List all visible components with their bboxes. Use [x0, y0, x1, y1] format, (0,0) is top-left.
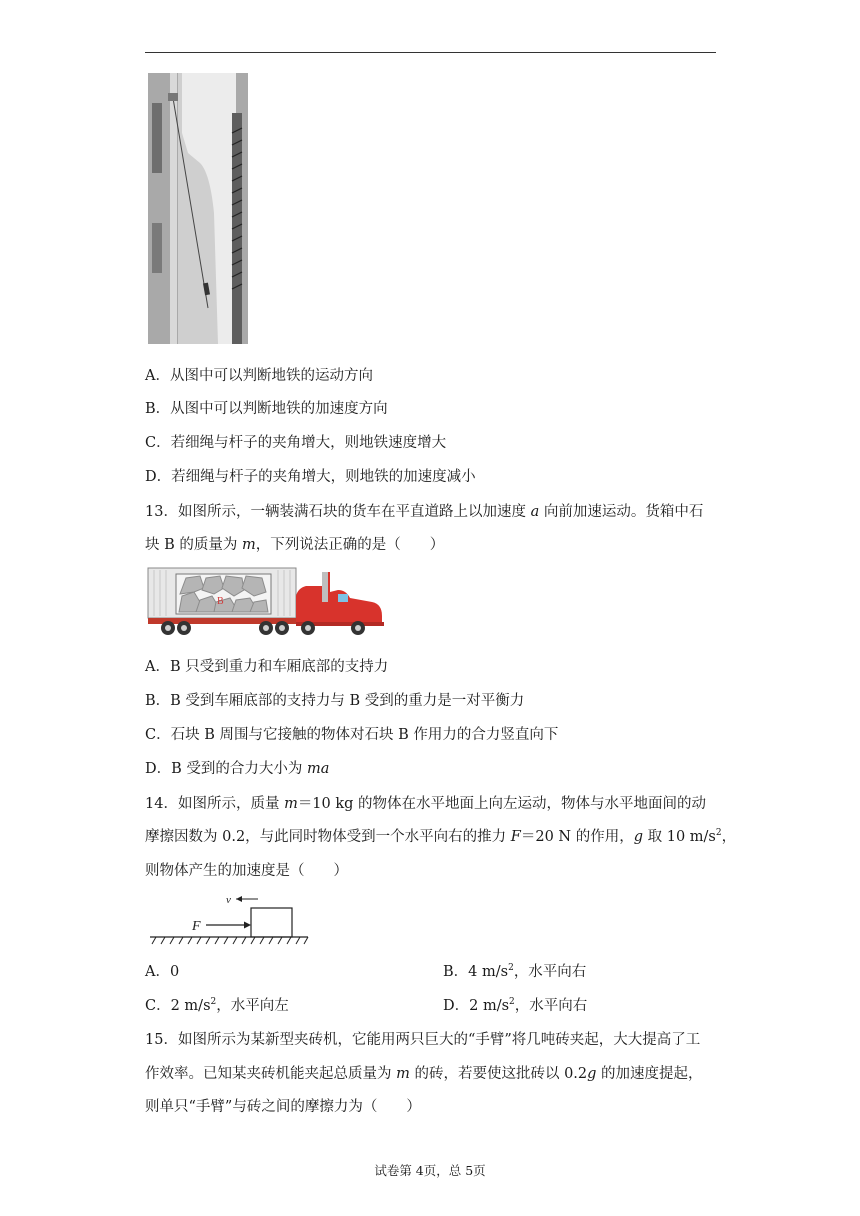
header-rule	[145, 52, 716, 53]
rock-b-label: B	[217, 596, 224, 607]
block-force-diagram	[148, 890, 312, 948]
q13-stem-line1: 13．如图所示，一辆装满石块的货车在平直道路上以加速度 a 向前加速运动。货箱中石	[145, 504, 704, 520]
q14-option-c: C．2 $m/s^2$，水平向左	[145, 997, 289, 1014]
q13-stem-line2: 块 B 的质量为 m，下列说法正确的是（ ）	[145, 537, 445, 553]
subway-handrail-photo	[148, 73, 248, 344]
q12-option-d: D．若细绳与杆子的夹角增大，则地铁的加速度减小	[145, 469, 476, 485]
q13-option-c: C．石块 B 周围与它接触的物体对石块 B 作用力的合力竖直向下	[145, 727, 559, 743]
page-footer: 试卷第 4页，总 5页	[374, 1163, 486, 1178]
q15-stem-line3: 则单只“手臂”与砖之间的摩擦力为（ ）	[145, 1099, 421, 1115]
force-label: F	[192, 919, 201, 934]
q13-option-a: A．B 只受到重力和车厢底部的支持力	[145, 659, 389, 675]
q12-option-a: A．从图中可以判断地铁的运动方向	[145, 368, 373, 384]
q13-option-b: B．B 受到车厢底部的支持力与 B 受到的重力是一对平衡力	[145, 693, 525, 709]
q13-option-d: D．B 受到的合力大小为 ma	[145, 761, 330, 777]
q15-stem-line1: 15．如图所示为某新型夹砖机，它能用两只巨大的“手臂”将几吨砖夹起，大大提高了工	[145, 1032, 701, 1048]
q12-option-b: B．从图中可以判断地铁的加速度方向	[145, 401, 388, 417]
velocity-label: v	[226, 894, 231, 906]
q14-stem-line3: 则物体产生的加速度是（ ）	[145, 863, 348, 879]
q14-stem-line1: 14．如图所示，质量 m＝10 kg 的物体在水平地面上向左运动，物体与水平地面间的动	[145, 796, 707, 812]
q15-stem-line2: 作效率。已知某夹砖机能夹起总质量为 m 的砖，若要使这批砖以 0.2g 的加速度提起，	[145, 1066, 703, 1082]
q14-option-d: D．2 $m/s^2$，水平向右	[443, 997, 588, 1014]
q14-option-a: A．0	[145, 964, 180, 980]
q14-stem-line2: 摩擦因数为 0.2，与此同时物体受到一个水平向右的推力 F＝20 N 的作用，g 取 10 $m/s^2$，	[145, 828, 737, 845]
q14-option-b: B．4 $m/s^2$，水平向右	[443, 963, 587, 980]
truck-illustration	[146, 566, 390, 638]
q12-option-c: C．若细绳与杆子的夹角增大，则地铁速度增大	[145, 435, 447, 451]
